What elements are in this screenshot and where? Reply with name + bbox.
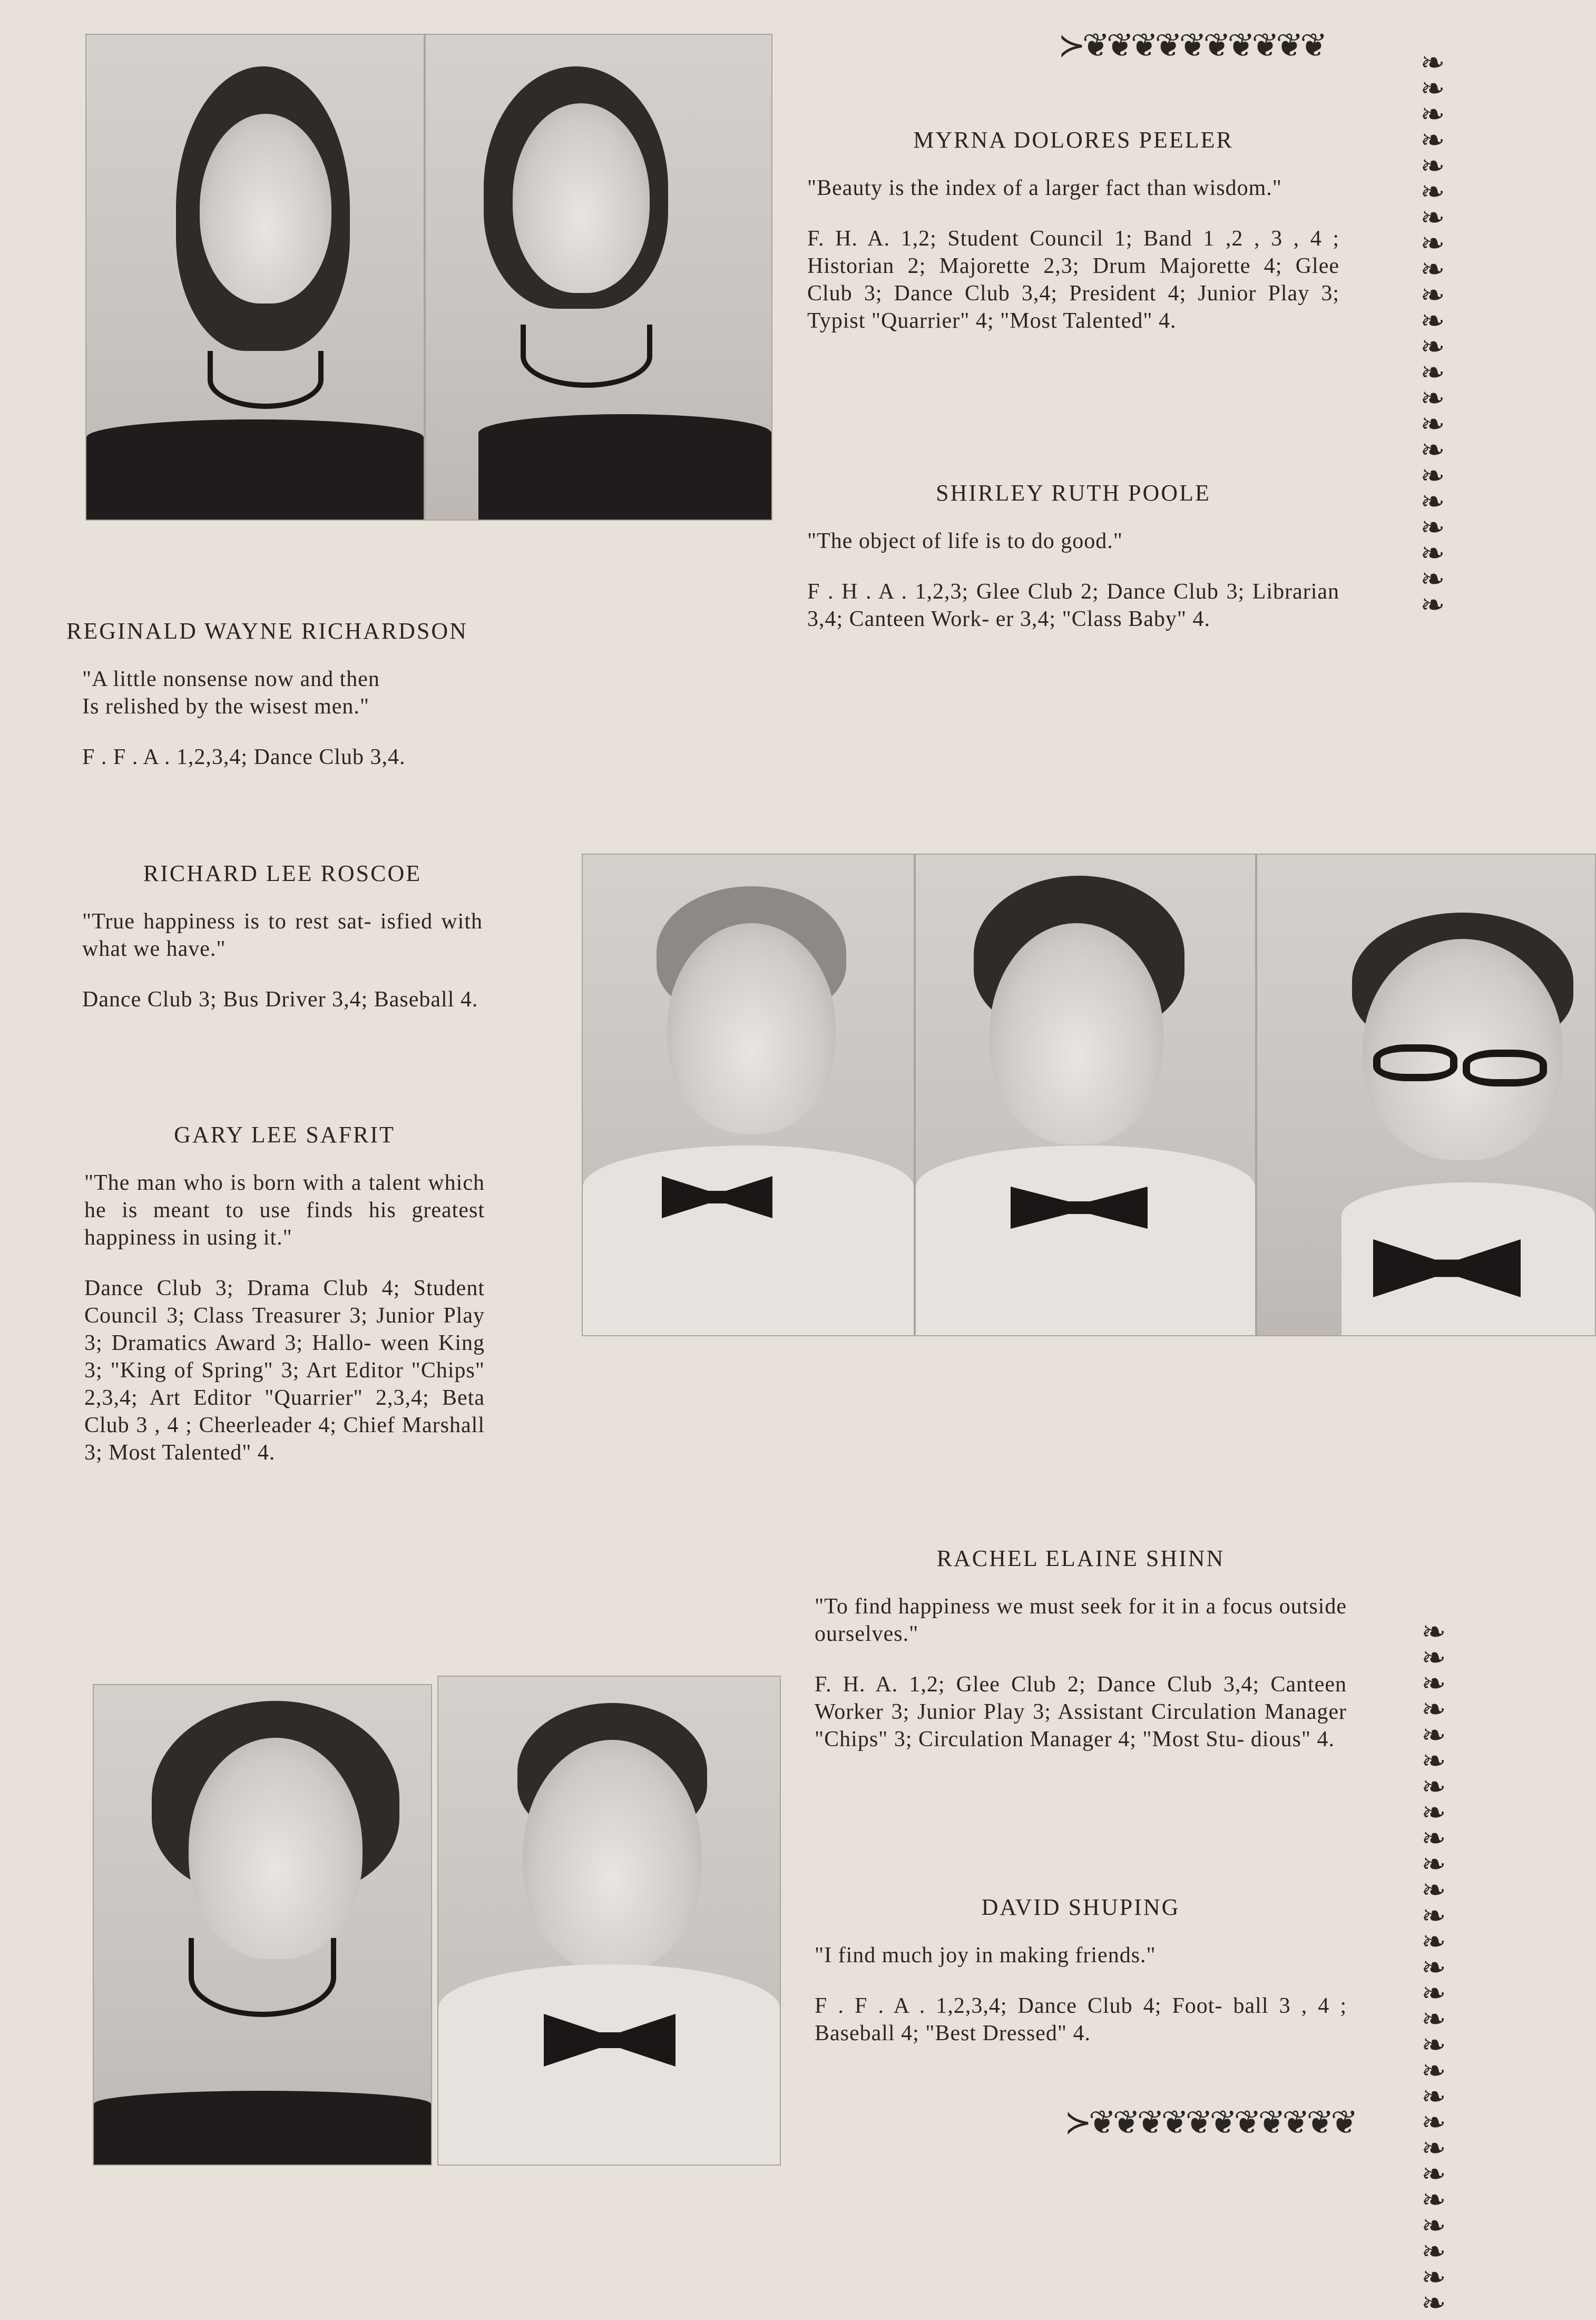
leaf-border-top-icon: ≻❦❦❦❦❦❦❦❦❦❦ — [1058, 28, 1325, 64]
student-name: GARY LEE SAFRIT — [174, 1122, 395, 1148]
student-quote: "To find happiness we must seek for it in a focus outside ourselves." — [815, 1594, 1347, 1646]
student-quote: "I find much joy in making friends." — [815, 1943, 1156, 1967]
student-quote: "The object of life is to do good." — [807, 529, 1123, 553]
student-name: DAVID SHUPING — [981, 1894, 1180, 1920]
entry-safrit — [84, 1121, 485, 1490]
student-activities: F . F . A . 1,2,3,4; Dance Club 3,4. — [82, 745, 406, 769]
student-name: RACHEL ELAINE SHINN — [936, 1545, 1225, 1571]
leaf-border-right-bottom-icon: ❧ ❧ ❧ ❧ ❧ ❧ ❧ ❧ ❧ ❧ ❧ ❧ ❧ ❧ ❧ ❧ ❧ ❧ ❧ ❧ ❧ ❧ ❧ ❧ ❧ ❧ ❧ — [1421, 1616, 1446, 2320]
leaf-border-right-top-icon: ❧ ❧ ❧ ❧ ❧ ❧ ❧ ❧ ❧ ❧ ❧ ❧ ❧ ❧ ❧ ❧ ❧ ❧ ❧ ❧ ❧ ❧ — [1420, 47, 1445, 622]
portrait-photo-shinn — [93, 1684, 432, 2166]
student-activities: Dance Club 3; Bus Driver 3,4; Baseball 4. — [82, 987, 478, 1012]
student-name: REGINALD WAYNE RICHARDSON — [66, 618, 468, 644]
student-quote: "A little nonsense now and then Is relished by the wisest men." — [82, 667, 380, 719]
student-activities: F . H . A . 1,2,3; Glee Club 2; Dance Club 3; Librarian 3,4; Canteen Work- er 3,4; "Class Baby" 4. — [807, 580, 1339, 631]
portrait-photo-richardson — [1256, 854, 1596, 1336]
portrait-photo-poole — [425, 34, 772, 521]
leaf-border-bottom-icon: ≻❦❦❦❦❦❦❦❦❦❦❦ — [1064, 2105, 1355, 2141]
portrait-photo-safrit — [915, 854, 1256, 1336]
student-activities: F . F . A . 1,2,3,4; Dance Club 4; Foot- ball 3 , 4 ; Baseball 4; "Best Dressed" 4. — [815, 1994, 1347, 2045]
student-name: RICHARD LEE ROSCOE — [143, 860, 422, 886]
student-activities: F. H. A. 1,2; Glee Club 2; Dance Club 3,4; Canteen Worker 3; Junior Play 3; Assistant Circulation Manager "Chips" 3; Circulation Manager 4; "Most Stu- dious" 4. — [815, 1672, 1347, 1751]
entry-richardson — [66, 618, 541, 794]
student-name: SHIRLEY RUTH POOLE — [936, 480, 1211, 506]
entry-poole — [807, 479, 1339, 656]
entry-shinn — [815, 1545, 1347, 1776]
student-activities: F. H. A. 1,2; Student Council 1; Band 1 ,2 , 3 , 4 ; Historian 2; Majorette 2,3; Drum Majorette 4; Glee Club 3; Dance Club 3,4; President 4; Junior Play 3; Typist "Quarrier" 4; "Most Talented" 4. — [807, 227, 1339, 333]
student-quote: "The man who is born with a talent which he is meant to use finds his greatest happiness in using it." — [84, 1171, 485, 1250]
entry-peeler — [807, 126, 1339, 358]
student-quote: "True happiness is to rest sat- isfied with what we have." — [82, 909, 483, 961]
student-quote: "Beauty is the index of a larger fact than wisdom." — [807, 176, 1282, 200]
entry-roscoe — [82, 860, 483, 1036]
portrait-photo-peeler — [85, 34, 425, 521]
portrait-photo-shuping — [437, 1676, 781, 2166]
student-name: MYRNA DOLORES PEELER — [913, 127, 1233, 153]
student-activities: Dance Club 3; Drama Club 4; Student Council 3; Class Treasurer 3; Junior Play 3; Dramatics Award 3; Hallo- ween King 3; "King of Spring" 3; Art Editor "Chips" 2,3,4; Art Editor "Quarrier" 2,3,4; Beta Club 3 , 4 ; Cheerleader 4; Chief Marshall 3; Most Talented" 4. — [84, 1276, 485, 1465]
portrait-photo-roscoe — [582, 854, 915, 1336]
entry-shuping — [815, 1894, 1347, 2070]
